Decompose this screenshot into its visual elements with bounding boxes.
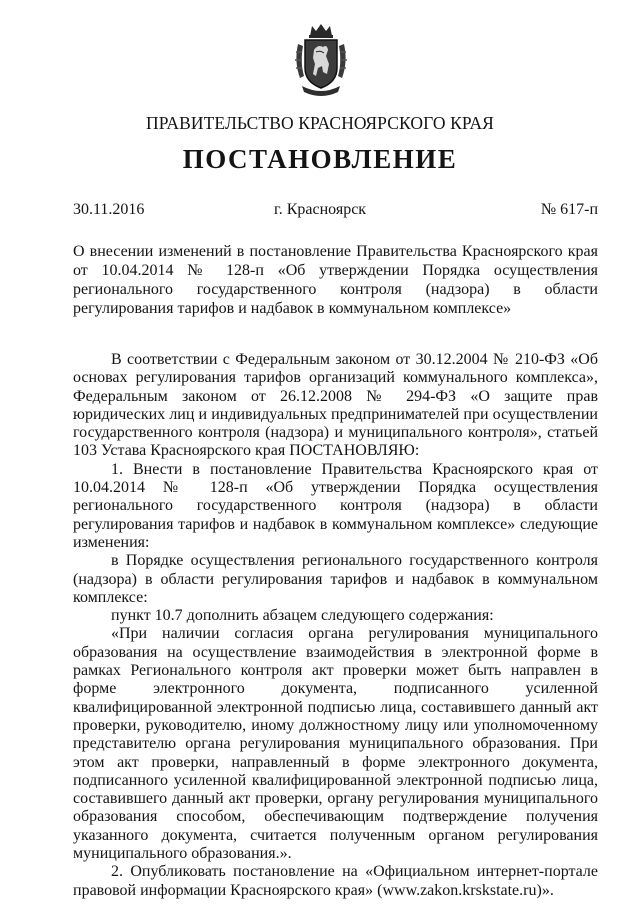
item-2-paragraph: 2. Опубликовать постановление на «Официальном интернет-портале правовой информации Красноярского края» (www.zakon.krskstate.ru)».	[73, 863, 598, 899]
preamble-paragraph: В соответствии с Федеральным законом от 30.12.2004 № 210-ФЗ «Об основах регулирования тарифов организаций коммунального комплекса», Федеральным законом от 26.12.2008 № 294-ФЗ «О защите прав юридических лиц и индивидуальных предпринимателей при осуществлении государственного контроля (надзора) и муниципального контроля», статьей 103 Устава Красноярского края ПОСТАНОВЛЯЮ:	[73, 351, 598, 460]
government-name: ПРАВИТЕЛЬСТВО КРАСНОЯРСКОГО КРАЯ	[146, 113, 494, 133]
item-1-paragraph: 1. Внести в постановление Правительства Красноярского края от 10.04.2014 № 128-п «Об утверждении Порядка осуществления регионального государственного контроля (надзора) в области регулирования тарифов и надбавок в коммунальном комплексе» следующие изменения:	[73, 460, 598, 551]
krasnoyarsk-coat-of-arms-icon	[292, 22, 350, 98]
document-number: № 617-п	[540, 201, 598, 218]
clause-10-7-paragraph: пункт 10.7 дополнить абзацем следующего содержания:	[111, 607, 494, 625]
document-city: г. Красноярск	[273, 201, 367, 218]
quoted-amendment-paragraph: «При наличии согласия органа регулирования муниципального образования на осуществление взаимодействия в электронной форме в рамках Регионального контроля акт проверки может быть направлен в форме электронного документа, подписанного усиленной квалифицированной электронной подписью лица, составившего данный акт проверки, руководителю, иному должностному лицу или уполномоченному представителю органа регулирования муниципального образования. При этом акт проверки, направленный в форме электронного документа, подписанного усиленной квалифицированной электронной подписью лица, составившего данный акт проверки, органу регулирования муниципального образования способом, обеспечивающим подтверждение получения указанного документа, считается полученным органом регулирования муниципального образования.».	[73, 625, 598, 863]
document-subject: О внесении изменений в постановление Правительства Красноярского края от 10.04.2014 № 128-п «Об утверждении Порядка осуществления регионального государственного контроля (надзора) в области регулирования тарифов и надбавок в коммунальном комплексе»	[73, 243, 598, 317]
document-body	[73, 351, 598, 900]
document-date: 30.11.2016	[73, 201, 145, 218]
procedure-paragraph: в Порядке осуществления регионального государственного контроля (надзора) в области регулирования тарифов и надбавок в коммунальном комплексе:	[73, 552, 598, 606]
document-type-title: ПОСТАНОВЛЕНИЕ	[182, 144, 458, 174]
